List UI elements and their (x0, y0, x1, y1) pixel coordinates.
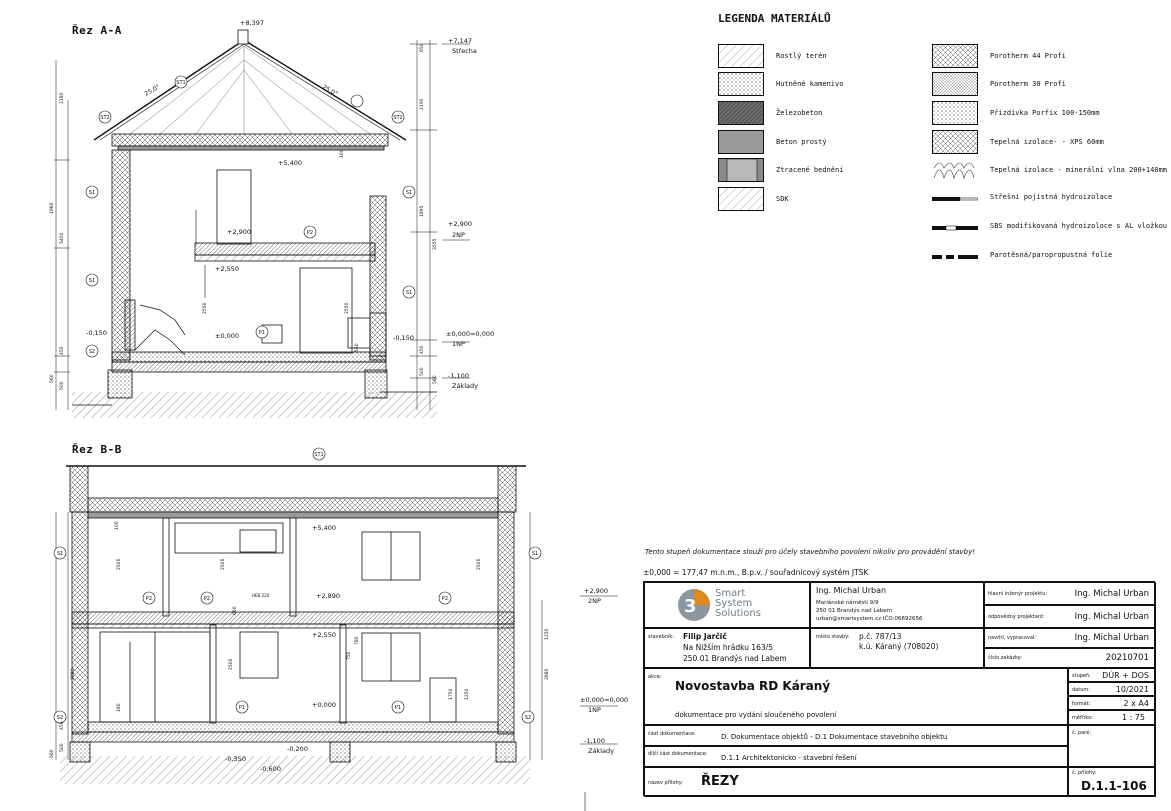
legend-swatch (718, 72, 764, 96)
dim: 560 (433, 375, 438, 384)
level-terrain-left: -0,150 (86, 329, 107, 337)
tag-s2: S2 (56, 715, 64, 721)
level-floor1-name: 1NP (588, 706, 601, 714)
field-label: název přílohy: (648, 780, 683, 786)
section-b-tag-labels (57, 452, 538, 721)
level-floor2-name: 2NP (452, 231, 465, 239)
level-foundation: -1,100 (584, 737, 605, 745)
dim: 450 (60, 721, 65, 730)
legend-swatch (932, 44, 978, 68)
section-a-tag-labels (89, 80, 412, 355)
field-label: hlavní inženýr projektu: (988, 591, 1048, 597)
action-cell (644, 668, 1068, 725)
field-label: stupeň: (1072, 673, 1091, 679)
legend-label: Přizdívka Porfix 100-150mm (990, 109, 1100, 117)
tag-st2: ST2 (393, 115, 403, 121)
legend-label: Porotherm 30 Profi (990, 80, 1066, 88)
field-label: akce: (648, 674, 662, 680)
investor-cell (644, 628, 810, 668)
tag-p1: P1 (258, 330, 266, 336)
scale: 1 : 75 (1121, 713, 1145, 722)
level-terrain-right: -0,150 (393, 334, 414, 342)
level-floor1-name: 1NP (452, 340, 465, 348)
tag-s1: S1 (531, 551, 539, 557)
logo-text (715, 589, 761, 619)
dim: 1250 (545, 628, 550, 640)
field-label: č. přílohy: (1072, 770, 1097, 776)
legend-label: Beton prostý (776, 138, 827, 146)
company-name: Ing. Michal Urban (816, 586, 887, 595)
logo-mark (677, 588, 711, 622)
dim: 2500 (477, 558, 482, 570)
field-label: č. paré: (1072, 730, 1091, 736)
height-datum: ±0,000 = 177,47 m.n.m., B.p.v. / souřadnicový systém JTSK (643, 568, 869, 577)
legend-label: Tepelná izolace - minerální vlna 200+140mm (990, 166, 1168, 174)
level-ceiling2: +5,400 (312, 524, 337, 532)
tag-st1: ST1 (314, 452, 324, 458)
scale-cell (1068, 710, 1156, 725)
svg-text:3: 3 (684, 596, 697, 617)
dim: 500 (60, 381, 65, 390)
section-a-title: Řez A-A (72, 24, 122, 37)
drawing-name-cell (644, 767, 1068, 797)
order-cell (984, 648, 1156, 668)
investor-address: 250 01 Brandýs nad Labem (683, 654, 787, 663)
level-floor1: +0,000 (312, 701, 337, 709)
drawing-number: D.1.1-106 (1081, 779, 1147, 793)
order-number: 20210701 (1105, 653, 1149, 663)
level-floor2-inner: +2,900 (227, 228, 252, 236)
responsible-designer: Ing. Michal Urban (1074, 612, 1149, 622)
dim: 750 (347, 651, 352, 660)
tag-s1: S1 (56, 551, 64, 557)
level-terrain-c: -0,600 (260, 765, 281, 773)
dim: 560 (50, 749, 55, 758)
legend-swatch (932, 72, 978, 96)
date-cell (1068, 682, 1156, 696)
tag-s1: S1 (88, 190, 96, 196)
logo-line: Solutions (715, 608, 761, 619)
legend-item (932, 216, 1168, 246)
section-b-tags (54, 448, 541, 723)
legend-label: Střešní pojistná hydroizolace (990, 193, 1113, 201)
legend-label: Porotherm 44 Profi (990, 52, 1066, 60)
dim: 650 (233, 606, 238, 615)
logo-line: Smart (715, 588, 746, 599)
legend-swatch (932, 225, 978, 231)
dim: 2500 (229, 658, 234, 670)
legend-label: Železobeton (776, 109, 823, 117)
level-floor1-abs: ±0,000=0,000 (446, 330, 495, 338)
legend-item (932, 158, 1168, 188)
roof-angle-left: 25,0° (143, 83, 162, 98)
dim: 1960 (50, 202, 55, 214)
legend-swatch (932, 196, 978, 202)
legend-swatch (932, 101, 978, 125)
level-floor1-abs: ±0,000=0,000 (580, 696, 629, 704)
field-label: formát: (1072, 701, 1091, 707)
documentation-part: D. Dokumentace objektů - D.1 Dokumentace stavebního objektu (721, 733, 948, 741)
legend-item (718, 101, 938, 131)
legend-item (932, 245, 1152, 275)
investor-address: Na Nižším hrádku 163/5 (683, 643, 773, 652)
dim: 550 (355, 343, 360, 352)
tag-s1: S1 (88, 278, 96, 284)
tag-s2: S2 (88, 349, 96, 355)
site-parcel: p.č. 787/13 (859, 632, 902, 641)
tag-p2: P2 (441, 596, 449, 602)
company-contact: urban@smartsystem.cz IČO:06692656 (816, 616, 923, 622)
legend-label: Tepelná izolace- - XPS 60mm (990, 138, 1104, 146)
project-name: Novostavba RD Káraný (675, 679, 831, 693)
level-roof-name: Střecha (452, 47, 477, 55)
responsible-cell (984, 605, 1156, 628)
chief-engineer: Ing. Michal Urban (1074, 589, 1149, 599)
tag-p2: P2 (203, 596, 211, 602)
company-cell (810, 582, 984, 628)
project-subtitle: dokumentace pro vydání sloučeného povolení (675, 711, 837, 719)
drawn-by: Ing. Michal Urban (1074, 633, 1149, 643)
legend-item (932, 72, 1152, 102)
field-label: datum: (1072, 687, 1090, 693)
logo-line: System (715, 598, 753, 609)
legend-item (932, 101, 1152, 131)
dim: 450 (60, 346, 65, 355)
tag-s2: S2 (524, 715, 532, 721)
dim: 500 (60, 743, 65, 752)
field-label: místo stavby: (816, 634, 850, 640)
site-cadastral-area: k.ú. Káraný (708020) (859, 642, 939, 651)
materials-legend (716, 8, 1166, 278)
subpart-cell (644, 746, 1068, 767)
company-address: Mariánské náměstí 9/9 (816, 600, 879, 606)
drawing-name: ŘEZY (701, 774, 739, 789)
legend-item (932, 187, 1152, 217)
legend-label: Parotěsná/paropropustná folie (990, 251, 1113, 259)
level-floor1: ±0,000 (215, 332, 240, 340)
level-ridge: +8,397 (240, 19, 265, 27)
field-label: část dokumentace: (648, 731, 696, 737)
legend-label: SBS modifikovaná hydroizoloce s AL vložkou (990, 222, 1168, 230)
legend-item (932, 130, 1152, 160)
legend-item (932, 44, 1152, 74)
drawing-number-cell (1068, 767, 1156, 797)
level-floor2-mid: +2,890 (316, 592, 341, 600)
level-floor2: +2,900 (584, 587, 609, 595)
dim: 2500 (117, 558, 122, 570)
legend-title: LEGENDA MATERIÁLŮ (718, 12, 831, 25)
dim: 1895 (420, 205, 425, 217)
investor-name: Filip Jarčič (683, 632, 727, 641)
section-b (56, 466, 618, 784)
dim: 1250 (465, 688, 470, 700)
roof-angle-right: 25,0° (321, 83, 339, 98)
dim: 780 (355, 636, 360, 645)
format-cell (1068, 696, 1156, 710)
copy-cell (1068, 725, 1156, 767)
permit-note: Tento stupeň dokumentace slouží pro účely stavebního povolení nikoliv pro provádění stavby! (645, 548, 976, 556)
field-label: navrhl, vypracoval: (988, 635, 1037, 641)
level-foundation-name: Základy (588, 747, 614, 755)
drawn-cell (984, 628, 1156, 648)
legend-swatch (932, 254, 978, 260)
dim: 2500 (221, 558, 226, 570)
dim: 180 (117, 703, 122, 712)
level-floor2: +2,900 (448, 220, 473, 228)
tag-p2: P2 (145, 596, 153, 602)
legend-label: Rostlý terén (776, 52, 827, 60)
level-ceiling1: +2,550 (215, 265, 240, 273)
dim: 650 (420, 43, 425, 52)
tag-s1: S1 (405, 290, 413, 296)
legend-item (718, 130, 938, 160)
field-label: měřítko: (1072, 715, 1093, 721)
tag-st1: ST1 (176, 80, 186, 86)
level-terrain-a: -0,200 (287, 745, 308, 753)
level-floor2-name: 2NP (588, 597, 601, 605)
level-ceiling1: +2,550 (312, 631, 337, 639)
legend-swatch (932, 158, 978, 182)
legend-label: Ztracené bednění (776, 166, 844, 174)
part-cell (644, 725, 1068, 746)
legend-swatch (718, 130, 764, 154)
field-label: odpovědný projektant: (988, 614, 1045, 620)
dim: 450 (420, 345, 425, 354)
chief-engineer-cell (984, 582, 1156, 605)
tag-p1: P1 (394, 705, 402, 711)
date: 10/2021 (1115, 685, 1149, 694)
documentation-subpart: D.1.1 Architektonicko - stavební řešení (721, 754, 857, 762)
field-label: stavebník: (648, 634, 674, 640)
dim: 2550 (203, 302, 208, 314)
legend-label: SDK (776, 195, 789, 203)
level-terrain-b: -0,350 (225, 755, 246, 763)
dim: 100 (340, 149, 345, 158)
tag-p2: P2 (306, 230, 314, 236)
dim: 3555 (433, 238, 438, 250)
stage: DÚR + DOS (1102, 671, 1149, 680)
stage-cell (1068, 668, 1156, 682)
tag-st2: ST2 (100, 115, 110, 121)
level-foundation: -1,100 (448, 372, 469, 380)
level-foundation-name: Základy (452, 382, 478, 390)
section-a-levels (86, 19, 494, 390)
company-address: 250 01 Brandýs nad Labem (816, 608, 893, 614)
beam-label: HEB 220 (252, 593, 270, 598)
legend-item (718, 187, 938, 217)
level-ceiling2: +5,400 (278, 159, 303, 167)
legend-swatch (718, 44, 764, 68)
legend-swatch (718, 101, 764, 125)
site-cell (810, 628, 984, 668)
level-roof: +7,147 (448, 37, 473, 45)
legend-item (718, 44, 938, 74)
logo-cell (644, 582, 810, 628)
title-block (643, 581, 1155, 796)
dim: 2880 (71, 668, 76, 680)
format: 2 x A4 (1123, 699, 1149, 708)
field-label: číslo zakázky: (988, 655, 1022, 661)
tag-p1: P1 (238, 705, 246, 711)
legend-label: Hutněné kamenivo (776, 80, 844, 88)
dim: 2550 (345, 302, 350, 314)
section-b-title: Řez B-B (72, 443, 122, 456)
dim: 100 (115, 521, 120, 530)
legend-swatch (718, 187, 764, 211)
legend-item (718, 72, 938, 102)
legend-swatch (718, 158, 764, 182)
dim: 2180 (60, 92, 65, 104)
field-label: dílčí část dokumentace: (648, 751, 708, 757)
dim: 5400 (60, 232, 65, 244)
legend-item (718, 158, 938, 188)
dim: 1750 (449, 688, 454, 700)
dim: 2190 (420, 98, 425, 110)
dim: 500 (420, 367, 425, 376)
dim: 560 (50, 374, 55, 383)
legend-swatch (932, 130, 978, 154)
tag-s1: S1 (405, 190, 413, 196)
dim: 2880 (545, 668, 550, 680)
